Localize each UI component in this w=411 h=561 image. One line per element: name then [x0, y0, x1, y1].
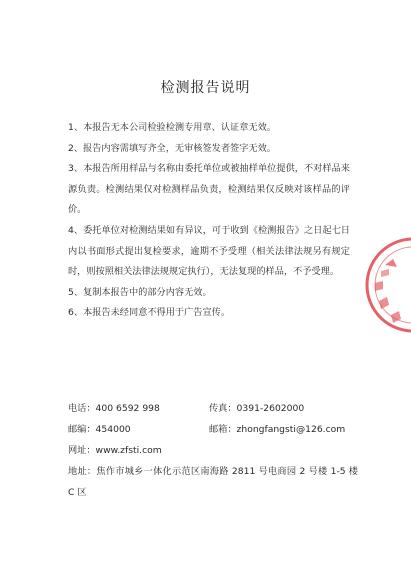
note-item-3: 3、本报告所用样品与名称由委托单位或被抽样单位提供，不对样品来源负责。检测结果仅对检测样品负责，检测结果仅反映对该样品的评价。 [68, 163, 350, 216]
note-item-2: 2、报告内容需填写齐全，无审核签发者签字无效。 [68, 142, 276, 154]
contact-row-phone-fax [68, 398, 358, 419]
note-item-4: 4、委托单位对检测结果如有异议，可于收到《检测报告》之日起七日内以书面形式提出复检要求，逾期不予受理（相关法律法规另有规定时，则按照相关法律法规规定执行），无法复现的样品，不予受理。 [68, 224, 350, 278]
note-item-5: 5、复制本报告中的部分内容无效。 [68, 286, 212, 298]
contact-info [68, 398, 358, 503]
note-item-1: 1、本报告无本公司检验检测专用章、认证章无效。 [68, 122, 276, 133]
fax-text: 传真：0391-2602000 [209, 403, 305, 414]
company-seal-icon [363, 235, 411, 335]
contact-row-website [68, 440, 358, 461]
notes-list [68, 118, 350, 324]
address-text: 地址：焦作市城乡一体化示范区南海路 2811 号电商园 2 号楼 1-5 楼 C 区 [68, 466, 358, 498]
postcode-text: 邮编：454000 [68, 424, 131, 435]
page-title: 检测报告说明 [160, 80, 251, 96]
contact-row-postcode-email [68, 419, 358, 440]
website-text: 网址：www.zfsti.com [68, 445, 162, 456]
phone-text: 电话：400 6592 998 [68, 403, 160, 414]
note-item-6: 6、本报告未经同意不得用于广告宣传。 [68, 307, 231, 319]
email-text: 邮箱：zhongfangsti@126.com [209, 424, 346, 435]
